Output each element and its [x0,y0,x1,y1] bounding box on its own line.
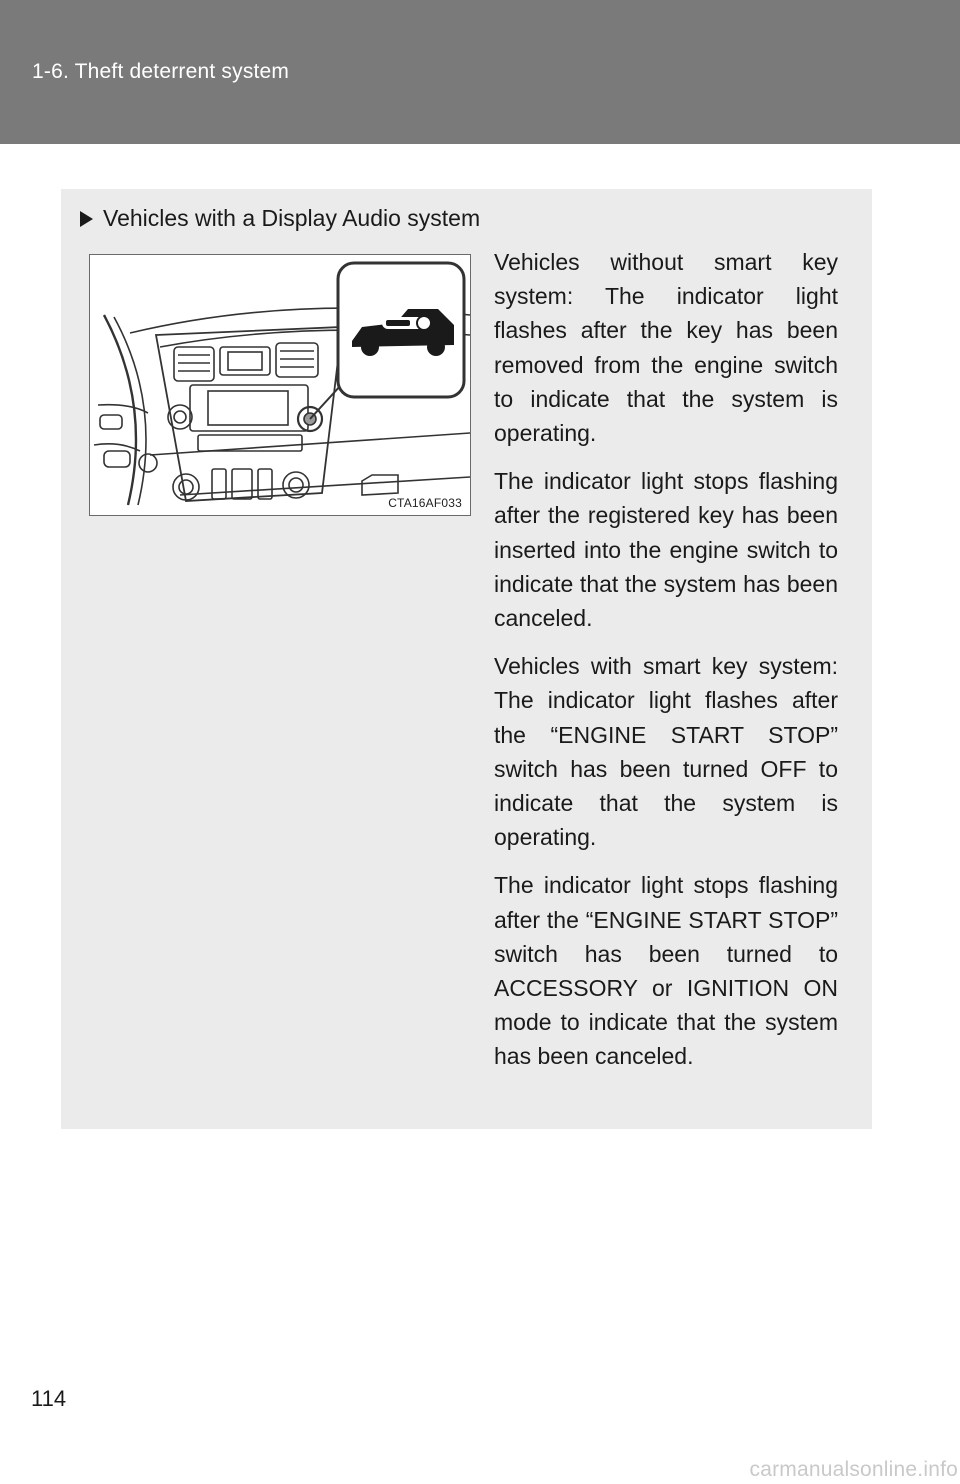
paragraph-3: Vehicles with smart key system: The indicator light flashes after the “ENGINE START STOP” switch has been turned OFF to indicate that the system is operating. [494,653,838,851]
subhead-text: Vehicles with a Display Audio system [103,205,481,231]
figure-code: CTA16AF033 [388,496,462,510]
dashboard-drawing [90,255,470,515]
dashboard-illustration [89,254,471,516]
paragraph-4: The indicator light stops flashing after the “ENGINE START STOP” switch has been turned to ACCESSORY or IGNITION ON mode to indicate that the system has been canceled. [494,872,838,1070]
triangle-bullet-icon [80,211,93,227]
watermark: carmanualsonline.info [749,1458,958,1481]
body-text [494,245,838,1088]
page-number: 114 [31,1386,67,1411]
paragraph-2: The indicator light stops flashing after the registered key has been inserted into the engine switch to indicate that the system has been canceled. [494,468,838,632]
page-header [0,0,960,144]
section-title: 1-6. Theft deterrent system [32,60,290,83]
subhead [80,205,480,232]
paragraph-1: Vehicles without smart key system: The indicator light flashes after the key has been removed from the engine switch to indicate that the system is operating. [494,249,838,447]
